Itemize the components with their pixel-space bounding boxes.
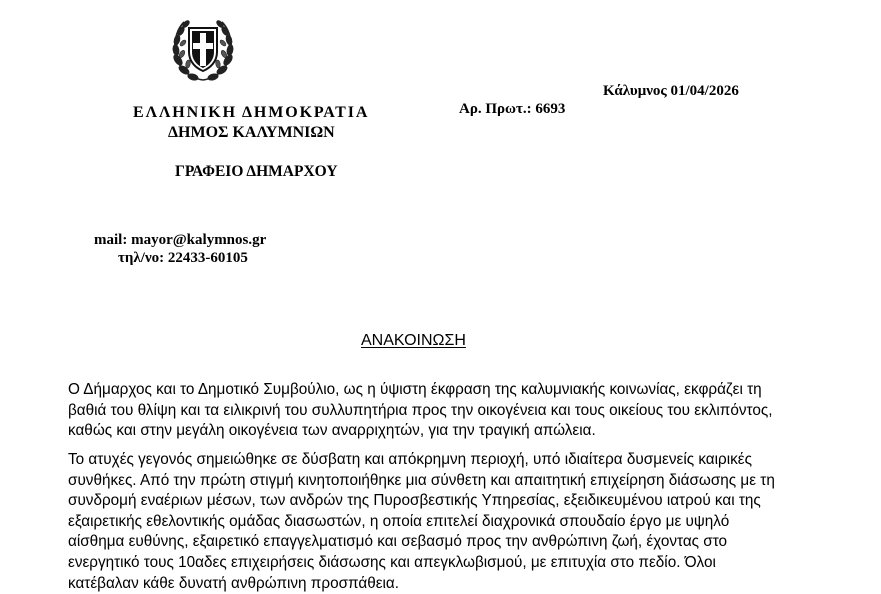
text-line: καθώς και στην μεγάλη οικογένεια των αναρριχητών, για την τραγική απώλεια. bbox=[68, 422, 596, 440]
greek-coat-of-arms-icon bbox=[168, 14, 238, 84]
municipality-title: ΔΗΜΟΣ ΚΑΛΥΜΝΙΩΝ bbox=[168, 124, 335, 141]
paragraph-incident bbox=[68, 450, 828, 594]
text-line: συνθήκες. Από την πρώτη στιγμή κινητοποιήθηκε μια σύνθετη και απαιτητική επιχείρηση διάσωσης με τη bbox=[68, 471, 775, 489]
text-line: Το ατυχές γεγονός σημειώθηκε σε δύσβατη και απόκρημνη περιοχή, υπό ιδιαίτερα δυσμενείς καιρικές bbox=[68, 451, 752, 468]
contact-email: mail: mayor@kalymnos.gr bbox=[94, 232, 267, 248]
protocol-number: Αρ. Πρωτ.: 6693 bbox=[459, 101, 566, 117]
contact-phone: τηλ/νο: 22433-60105 bbox=[118, 250, 248, 266]
text-line: κατέβαλαν κάθε δυνατή ανθρώπινη προσπάθεια. bbox=[68, 574, 400, 592]
text-line: ενεργητικό τους 10αδες επιχειρήσεις διάσωσης και απεγκλωβισμού, με επιτυχία στο πεδίο. Όλοι bbox=[68, 553, 716, 571]
office-title: ΓΡΑΦΕΙΟ ΔΗΜΑΡΧΟΥ bbox=[175, 163, 338, 180]
place-date: Κάλυμνος 01/04/2026 bbox=[603, 83, 739, 99]
republic-title: ΕΛΛΗΝΙΚΗ ΔΗΜΟΚΡΑΤΙΑ bbox=[133, 104, 370, 121]
text-line: εξαιρετικής εθελοντικής ομάδας διασωστών, η οποία επιτελεί διαχρονικά σπουδαίο έργο με υψηλό bbox=[68, 512, 730, 530]
text-line: συνδρομή εναέριων μέσων, των ανδρών της Πυροσβεστικής Υπηρεσίας, εξειδικευμένου ιατρού και της bbox=[68, 492, 761, 510]
text-line: αίσθημα ευθύνης, εξαιρετικό επαγγελματισμό και σεβασμό προς την ανθρώπινη ζωή, έχοντας στο bbox=[68, 533, 728, 551]
paragraph-condolences bbox=[68, 380, 828, 442]
announcement-heading: ΑΝΑΚΟΙΝΩΣΗ bbox=[361, 332, 466, 349]
text-line: Ο Δήμαρχος και το Δημοτικό Συμβούλιο, ως η ύψιστη έκφραση της καλυμνιακής κοινωνίας, εκφράζει τη bbox=[68, 381, 762, 398]
text-line: βαθιά του θλίψη και τα ειλικρινή του συλλυπητήρια προς την οικογένεια και τους οικείους του εκλιπόντος, bbox=[68, 401, 773, 419]
